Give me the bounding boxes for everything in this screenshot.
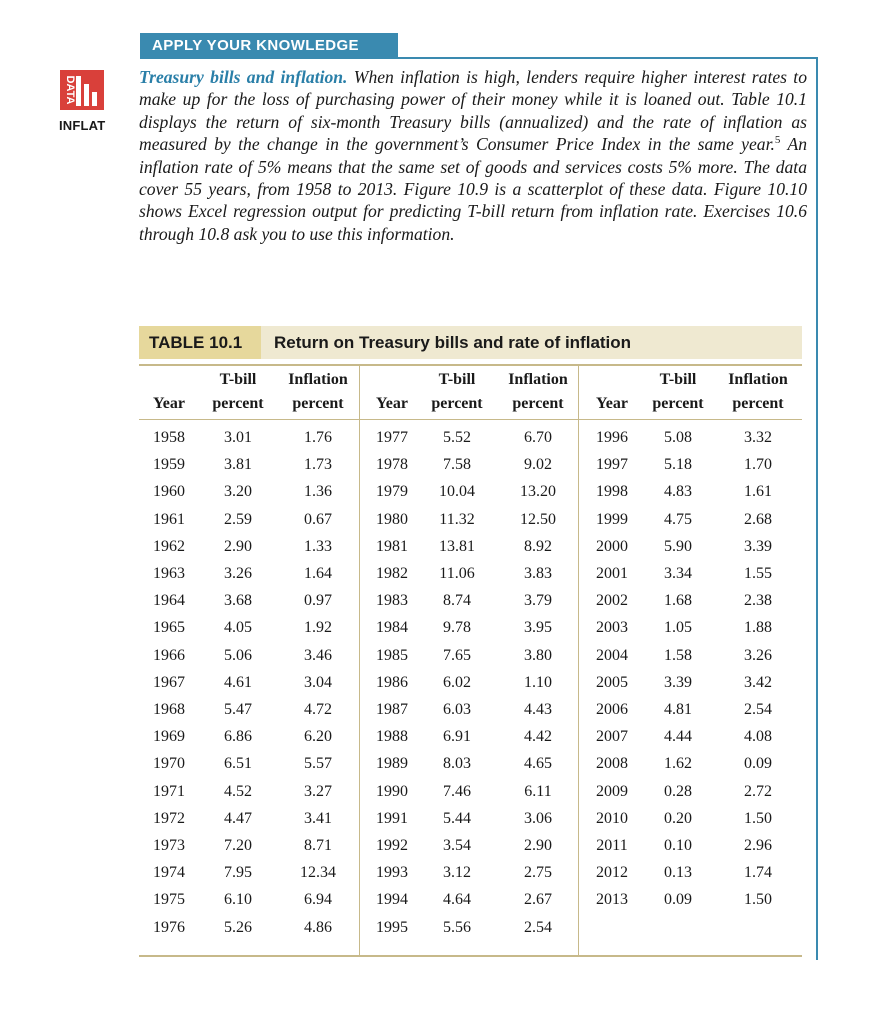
cell-year: 1961 <box>153 510 185 528</box>
cell-tbill: 5.52 <box>443 429 471 446</box>
header-tbill: T-bill <box>659 371 697 388</box>
header-inflation-unit: percent <box>292 395 344 412</box>
cell-year: 2002 <box>596 592 628 610</box>
cell-inflation: 3.32 <box>744 429 772 446</box>
cell-inflation: 2.72 <box>744 782 772 800</box>
cell-inflation: 5.57 <box>304 755 332 773</box>
intro-lead: Treasury bills and inflation. <box>139 67 348 87</box>
cell-year: 1994 <box>376 891 408 909</box>
cell-year: 1958 <box>153 429 185 446</box>
cell-inflation: 3.46 <box>304 646 332 664</box>
cell-year: 1983 <box>376 592 408 610</box>
cell-tbill: 11.32 <box>439 510 475 528</box>
frame-top-rule <box>398 57 818 59</box>
cell-year: 1963 <box>153 565 185 582</box>
cell-inflation: 9.02 <box>524 456 552 474</box>
cell-tbill: 4.64 <box>443 891 471 909</box>
cell-inflation: 3.39 <box>744 537 772 555</box>
header-tbill: T-bill <box>219 371 257 388</box>
cell-tbill: 3.34 <box>664 565 692 582</box>
cell-year: 1995 <box>376 918 408 936</box>
cell-year: 1979 <box>376 483 408 501</box>
cell-year: 1981 <box>376 537 408 555</box>
cell-year: 1971 <box>153 782 185 800</box>
cell-inflation: 6.11 <box>524 782 552 800</box>
cell-year: 1992 <box>376 837 408 854</box>
cell-tbill: 2.90 <box>224 537 252 555</box>
cell-year: 2003 <box>596 619 628 637</box>
cell-tbill: 5.18 <box>664 456 692 474</box>
cell-tbill: 0.20 <box>664 809 692 827</box>
cell-tbill: 2.59 <box>224 510 252 528</box>
cell-year: 1980 <box>376 510 408 528</box>
cell-inflation: 4.42 <box>524 728 552 746</box>
cell-inflation: 3.26 <box>744 646 772 664</box>
cell-inflation: 2.68 <box>744 510 772 528</box>
cell-inflation: 2.67 <box>524 891 552 909</box>
cell-tbill: 6.91 <box>443 728 471 746</box>
cell-inflation: 3.06 <box>524 809 552 827</box>
cell-year: 1998 <box>596 483 628 501</box>
cell-year: 2009 <box>596 782 628 800</box>
cell-year: 1991 <box>376 809 408 827</box>
cell-inflation: 1.76 <box>304 429 332 446</box>
cell-tbill: 3.81 <box>224 456 252 474</box>
cell-year: 2004 <box>596 646 628 664</box>
header-inflation-unit: percent <box>732 395 784 412</box>
cell-tbill: 5.90 <box>664 537 692 555</box>
cell-tbill: 6.86 <box>224 728 252 746</box>
cell-inflation: 3.42 <box>744 673 772 691</box>
dataset-label: INFLAT <box>59 118 106 133</box>
cell-tbill: 0.13 <box>664 864 692 882</box>
cell-inflation: 1.74 <box>744 864 772 882</box>
cell-inflation: 3.27 <box>304 782 332 800</box>
cell-year: 1993 <box>376 864 408 882</box>
cell-tbill: 7.20 <box>224 837 252 854</box>
cell-inflation: 1.73 <box>304 456 332 474</box>
cell-tbill: 13.81 <box>439 537 475 555</box>
cell-inflation: 4.72 <box>304 701 332 718</box>
cell-year: 1996 <box>596 429 628 446</box>
cell-tbill: 5.26 <box>224 918 252 936</box>
cell-tbill: 5.56 <box>443 918 471 936</box>
cell-tbill: 5.06 <box>224 646 252 664</box>
cell-year: 1988 <box>376 728 408 746</box>
cell-year: 1985 <box>376 646 408 664</box>
cell-inflation: 1.92 <box>304 619 332 637</box>
cell-tbill: 3.26 <box>224 565 252 582</box>
cell-inflation: 1.10 <box>524 673 552 691</box>
table-header-rule <box>139 419 802 420</box>
header-tbill-unit: percent <box>431 395 483 412</box>
cell-tbill: 0.09 <box>664 891 692 909</box>
cell-inflation: 12.50 <box>520 510 556 528</box>
cell-inflation: 4.86 <box>304 918 332 936</box>
cell-inflation: 3.04 <box>304 673 332 691</box>
cell-inflation: 1.88 <box>744 619 772 637</box>
cell-tbill: 4.05 <box>224 619 252 637</box>
cell-tbill: 8.03 <box>443 755 471 773</box>
cell-inflation: 1.64 <box>304 565 332 582</box>
cell-year: 1966 <box>153 646 185 664</box>
cell-tbill: 11.06 <box>439 565 475 582</box>
cell-year: 1976 <box>153 918 185 936</box>
frame-right-rule <box>816 57 818 960</box>
cell-inflation: 6.20 <box>304 728 332 746</box>
cell-inflation: 4.08 <box>744 728 772 746</box>
cell-tbill: 4.75 <box>664 510 692 528</box>
cell-tbill: 3.68 <box>224 592 252 610</box>
cell-tbill: 4.83 <box>664 483 692 501</box>
cell-tbill: 3.54 <box>443 837 471 854</box>
cell-tbill: 4.61 <box>224 673 252 691</box>
cell-tbill: 5.08 <box>664 429 692 446</box>
cell-tbill: 7.95 <box>224 864 252 882</box>
cell-year: 1990 <box>376 782 408 800</box>
cell-year: 2005 <box>596 673 628 691</box>
header-inflation: Inflation <box>508 371 568 388</box>
cell-tbill: 4.47 <box>224 809 252 827</box>
cell-year: 1974 <box>153 864 185 882</box>
cell-year: 1999 <box>596 510 628 528</box>
cell-tbill: 6.51 <box>224 755 252 773</box>
header-inflation: Inflation <box>728 371 788 388</box>
cell-inflation: 3.79 <box>524 592 552 610</box>
cell-inflation: 4.65 <box>524 755 552 773</box>
header-tbill: T-bill <box>438 371 476 388</box>
cell-inflation: 4.43 <box>524 701 552 718</box>
cell-inflation: 8.71 <box>304 837 332 854</box>
header-inflation-unit: percent <box>512 395 564 412</box>
cell-year: 1987 <box>376 701 408 718</box>
cell-tbill: 8.74 <box>443 592 471 610</box>
header-year: Year <box>376 395 408 412</box>
cell-year: 1973 <box>153 837 185 854</box>
cell-inflation: 1.61 <box>744 483 772 501</box>
cell-year: 2010 <box>596 809 628 827</box>
header-year: Year <box>153 395 185 412</box>
cell-year: 2012 <box>596 864 628 882</box>
cell-tbill: 4.44 <box>664 728 692 746</box>
cell-year: 1978 <box>376 456 408 474</box>
cell-tbill: 6.03 <box>443 701 471 718</box>
cell-tbill: 3.20 <box>224 483 252 501</box>
table-caption-bar <box>139 326 802 359</box>
apply-your-knowledge-banner: APPLY YOUR KNOWLEDGE <box>140 33 398 59</box>
footnote-marker: 5 <box>774 134 781 147</box>
cell-tbill: 4.81 <box>664 701 692 718</box>
cell-inflation: 6.94 <box>304 891 332 909</box>
cell-inflation: 1.55 <box>744 565 772 582</box>
cell-tbill: 7.65 <box>443 646 471 664</box>
cell-year: 1969 <box>153 728 185 746</box>
table-bottom-rule <box>139 955 802 957</box>
cell-inflation: 0.09 <box>744 755 772 773</box>
cell-year: 2000 <box>596 537 628 555</box>
cell-tbill: 5.47 <box>224 701 252 718</box>
cell-inflation: 2.38 <box>744 592 772 610</box>
header-inflation: Inflation <box>288 371 348 388</box>
cell-year: 2007 <box>596 728 628 746</box>
cell-inflation: 0.97 <box>304 592 332 610</box>
cell-year: 1968 <box>153 701 185 718</box>
cell-tbill: 7.46 <box>443 782 471 800</box>
data-icon-text: DATA <box>64 75 76 105</box>
table-caption: Return on Treasury bills and rate of inflation <box>274 333 632 352</box>
cell-tbill: 5.44 <box>443 809 471 827</box>
cell-year: 2001 <box>596 565 628 582</box>
cell-inflation: 2.75 <box>524 864 552 882</box>
cell-tbill: 3.39 <box>664 673 692 691</box>
cell-tbill: 1.68 <box>664 592 692 610</box>
cell-tbill: 3.01 <box>224 429 252 446</box>
cell-inflation: 0.67 <box>304 510 332 528</box>
cell-year: 1964 <box>153 592 185 610</box>
cell-tbill: 0.10 <box>664 837 692 854</box>
intro-paragraph <box>139 66 807 245</box>
cell-year: 1984 <box>376 619 408 637</box>
cell-inflation: 6.70 <box>524 429 552 446</box>
cell-inflation: 3.41 <box>304 809 332 827</box>
cell-tbill: 1.62 <box>664 755 692 773</box>
cell-inflation: 2.54 <box>744 701 772 718</box>
cell-year: 1975 <box>153 891 185 909</box>
cell-tbill: 9.78 <box>443 619 471 637</box>
cell-inflation: 2.54 <box>524 918 552 936</box>
cell-year: 2008 <box>596 755 628 773</box>
cell-year: 1982 <box>376 565 408 582</box>
cell-tbill: 4.52 <box>224 782 252 800</box>
cell-year: 1959 <box>153 456 185 474</box>
table-top-rule <box>139 364 802 366</box>
cell-tbill: 6.10 <box>224 891 252 909</box>
cell-inflation: 13.20 <box>520 483 556 501</box>
cell-inflation: 1.36 <box>304 483 332 501</box>
cell-inflation: 3.95 <box>524 619 552 637</box>
cell-tbill: 3.12 <box>443 864 471 882</box>
cell-inflation: 1.50 <box>744 809 772 827</box>
data-icon <box>60 70 104 110</box>
cell-year: 1962 <box>153 537 185 555</box>
cell-year: 1965 <box>153 619 185 637</box>
header-year: Year <box>596 395 628 412</box>
cell-inflation: 2.96 <box>744 837 772 854</box>
table-number: TABLE 10.1 <box>139 326 261 359</box>
cell-year: 1967 <box>153 673 185 691</box>
cell-tbill: 7.58 <box>443 456 471 474</box>
cell-inflation: 8.92 <box>524 537 552 555</box>
cell-year: 2011 <box>596 837 628 854</box>
cell-year: 1972 <box>153 809 185 827</box>
cell-year: 1977 <box>376 429 408 446</box>
cell-year: 1970 <box>153 755 185 773</box>
intro-body: When inflation is high, lenders require higher interest rates to make up for the loss of purchasing power of their money while it is loaned out. Table 10.1 displays the return of six-month Treasury bills (annualized) and the rate of inflation as measured by the change in the government’s Consumer Price Index in the same year. <box>139 67 807 155</box>
cell-tbill: 1.58 <box>664 646 692 664</box>
cell-tbill: 10.04 <box>439 483 475 501</box>
header-tbill-unit: percent <box>212 395 264 412</box>
cell-inflation: 12.34 <box>300 864 336 882</box>
group-divider-2 <box>578 366 579 955</box>
header-tbill-unit: percent <box>652 395 704 412</box>
cell-year: 2013 <box>596 891 628 909</box>
cell-year: 1960 <box>153 483 185 501</box>
cell-inflation: 3.83 <box>524 565 552 582</box>
cell-inflation: 1.50 <box>744 891 772 909</box>
group-divider-1 <box>359 366 360 955</box>
cell-year: 1989 <box>376 755 408 773</box>
cell-year: 1986 <box>376 673 408 691</box>
cell-year: 2006 <box>596 701 628 718</box>
cell-inflation: 1.70 <box>744 456 772 474</box>
cell-inflation: 1.33 <box>304 537 332 555</box>
intro-body-continued: An inflation rate of 5% means that the same set of goods and services costs 5% more. The data cover 55 years, from 1958 to 2013. Figure 10.9 is a scatterplot of these data. Figure 10.10 shows Excel regression output for predicting T-bill return from inflation rate. Exercises 10.6 through 10.8 ask you to use this information. <box>139 134 808 244</box>
cell-tbill: 0.28 <box>664 782 692 800</box>
cell-year: 1997 <box>596 456 628 474</box>
cell-inflation: 2.90 <box>524 837 552 854</box>
cell-inflation: 3.80 <box>524 646 552 664</box>
cell-tbill: 6.02 <box>443 673 471 691</box>
cell-tbill: 1.05 <box>664 619 692 637</box>
